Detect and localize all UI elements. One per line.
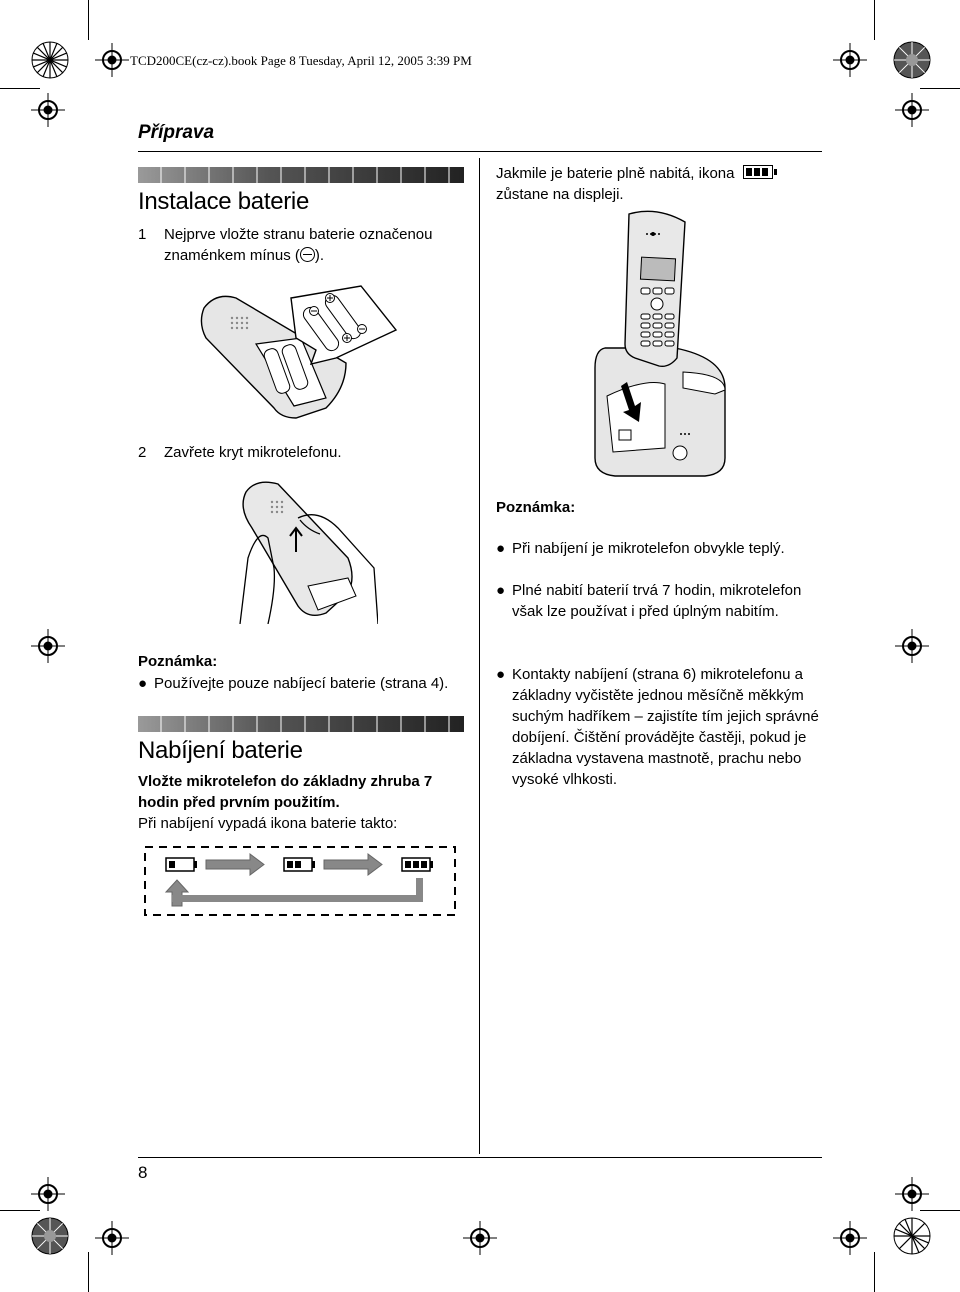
note-text-line: však lze používat i před úplným nabitím. <box>512 603 779 620</box>
phone-in-base-illustration <box>585 208 750 480</box>
bullet-icon: ● <box>496 540 506 557</box>
file-info-line: TCD200CE(cz-cz).book Page 8 Tuesday, April 12, 2005 3:39 PM <box>130 53 472 68</box>
minus-circle-icon <box>300 247 315 262</box>
registration-mark-icon <box>94 1220 130 1256</box>
note-text-line: dobíjení. Čištění provádějte častěji, pokud je <box>512 729 807 746</box>
registration-mark-icon <box>94 42 130 78</box>
note-item <box>496 664 852 790</box>
registration-mark-icon <box>462 1220 498 1256</box>
charging-text: Při nabíjení vypadá ikona baterie takto: <box>138 815 398 832</box>
battery-icon <box>402 858 433 871</box>
step1-line2b: ). <box>314 247 325 264</box>
note-text-line: Plné nabití baterií trvá 7 hodin, mikrotelefon <box>512 582 802 599</box>
note-text: Při nabíjení je mikrotelefon obvykle teplý. <box>512 540 785 557</box>
full-charge-line1-text: Jakmile je baterie plně nabitá, ikona <box>496 165 735 182</box>
registration-mark-icon <box>30 628 66 664</box>
note-text-line: základny vyčistěte jednou měsíčně měkkým <box>512 687 804 704</box>
registration-mark-icon <box>894 1176 930 1212</box>
registration-mark-icon <box>832 1220 868 1256</box>
crop-line <box>920 88 960 89</box>
charging-title: Nabíjení baterie <box>138 737 303 764</box>
column-divider <box>479 158 480 1154</box>
section-rule <box>138 151 822 152</box>
charging-line2: hodin před prvním použitím. <box>138 794 340 811</box>
note-text: Používejte pouze nabíjecí baterie (strana 4). <box>154 675 449 692</box>
battery-install-illustration <box>196 278 402 424</box>
step2-text: Zavřete kryt mikrotelefonu. <box>164 444 342 461</box>
note-text-line: suchým hadříkem – zajistíte tím jejich správné <box>512 708 819 725</box>
charging-line1: Vložte mikrotelefon do základny zhruba 7 <box>138 773 433 790</box>
registration-starburst-icon <box>30 1216 70 1256</box>
note-title: Poznámka: <box>496 499 576 516</box>
bullet-icon: ● <box>138 675 148 692</box>
note-title: Poznámka: <box>138 653 218 670</box>
crop-line <box>874 0 875 40</box>
step-number: 1 <box>138 226 147 243</box>
note-item <box>496 580 842 622</box>
note-item <box>138 673 484 694</box>
charging-cycle-diagram <box>144 846 456 916</box>
battery-icon <box>284 858 315 871</box>
note-item <box>496 538 842 559</box>
bullet-icon: ● <box>496 582 506 599</box>
registration-mark-icon <box>894 628 930 664</box>
page-number: 8 <box>138 1163 148 1182</box>
registration-mark-icon <box>30 92 66 128</box>
install-title: Instalace baterie <box>138 188 310 215</box>
bullet-icon: ● <box>496 666 506 683</box>
full-charge-line1 <box>496 163 816 184</box>
note-text-line: Kontakty nabíjení (strana 6) mikrotelefonu a <box>512 666 803 683</box>
charging-instruction <box>138 771 468 813</box>
battery-icon <box>166 858 197 871</box>
crop-line <box>88 1252 89 1292</box>
note-text-line: vysoké vlhkosti. <box>512 771 618 788</box>
registration-starburst-icon <box>892 1216 932 1256</box>
crop-line <box>88 0 89 40</box>
step1-text <box>164 224 464 266</box>
step1-line2a: znaménkem mínus ( <box>164 247 300 264</box>
crop-line <box>874 1252 875 1292</box>
step-number: 2 <box>138 444 147 461</box>
footer-rule <box>138 1157 822 1158</box>
crop-line <box>0 88 40 89</box>
arrow-right-icon <box>324 854 382 875</box>
step1-line2 <box>164 245 464 266</box>
heading-bar <box>138 167 464 183</box>
registration-starburst-icon <box>892 40 932 80</box>
registration-mark-icon <box>832 42 868 78</box>
close-cover-illustration <box>238 478 378 624</box>
battery-full-icon <box>743 165 773 179</box>
full-charge-line2: zůstane na displeji. <box>496 186 624 203</box>
arrow-up-icon <box>166 880 188 906</box>
step1-line1: Nejprve vložte stranu baterie označenou <box>164 226 433 243</box>
arrow-right-icon <box>206 854 264 875</box>
heading-bar <box>138 716 464 732</box>
registration-mark-icon <box>894 92 930 128</box>
registration-mark-icon <box>30 1176 66 1212</box>
full-charge-text <box>496 163 816 205</box>
registration-starburst-icon <box>30 40 70 80</box>
note-text-line: základna vystavena mastnotě, prachu nebo <box>512 750 802 767</box>
section-title: Příprava <box>138 122 215 143</box>
